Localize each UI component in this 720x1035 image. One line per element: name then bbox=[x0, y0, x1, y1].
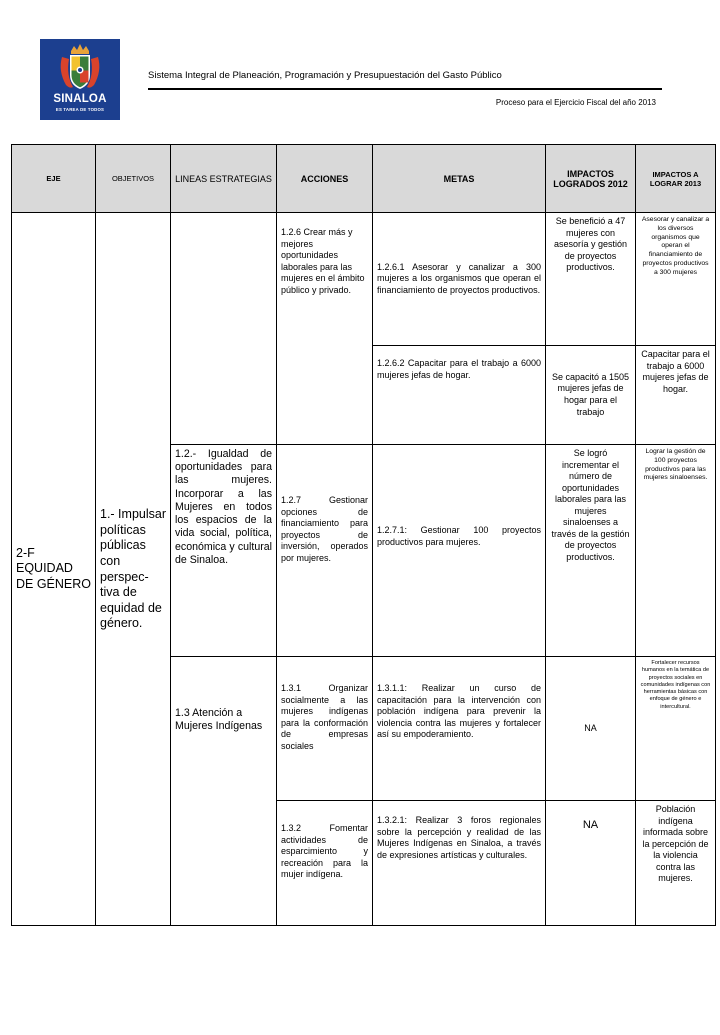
linea-1-3: 1.3 Atención a Mujeres Indígenas bbox=[171, 657, 277, 926]
sinaloa-logo bbox=[40, 39, 120, 120]
table-row bbox=[12, 213, 716, 346]
meta-1-2-6-1: 1.2.6.1 Asesorar y canalizar a 300 mujeres a los organismos que operan el financiamiento de proyectos productivos. bbox=[373, 213, 546, 346]
objetivo-cell: 1.- Impulsar políticas públicas con perspec-tiva de equidad de género. bbox=[96, 213, 171, 926]
logo-name: SINALOA bbox=[53, 93, 107, 105]
lograr-1-2-6-1: Asesorar y canalizar a los diversos organismos que operan el financiamiento de proyectos productivos a 300 mujeres bbox=[636, 213, 716, 346]
header-rule bbox=[148, 88, 662, 90]
lograr-1-3-2-1: Población indígena informada sobre la percepción de la violencia contra las mujeres. bbox=[636, 801, 716, 926]
lograr-1-3-1-1: Fortalecer recursos humanos en la temática de proyectos sociales en comunidades indígenas con herramientas básicas con enfoque de género e intercultural. bbox=[636, 657, 716, 801]
process-label: Proceso para el Ejercicio Fiscal del año 2013 bbox=[495, 98, 656, 107]
meta-1-3-2-1: 1.3.2.1: Realizar 3 foros regionales sobre la percepción y realidad de las Mujeres Indígenas en Sinaloa, a través de expresiones artísticas y culturales. bbox=[373, 801, 546, 926]
accion-1-3-1: 1.3.1 Organizar socialmente a las mujeres indígenas para la conformación de empresas sociales bbox=[277, 657, 373, 801]
logrado-1-3-1-1: NA bbox=[546, 657, 636, 801]
accion-1-3-2: 1.3.2 Fomentar actividades de esparcimiento y recreación para la mujer indígena. bbox=[277, 801, 373, 926]
logrado-1-2-7-1: Se logró incrementar el número de oportunidades laborales para las mujeres sinaloenses a través de la gestión de proyectos productivos. bbox=[546, 445, 636, 657]
lineas-empty-cell bbox=[171, 213, 277, 445]
header-acciones: ACCIONES bbox=[277, 145, 373, 213]
accion-1-2-7: 1.2.7 Gestionar opciones de financiamiento para proyectos de inversión, operados por mujeres. bbox=[277, 445, 373, 657]
header-lineas: LINEAS ESTRATEGIAS bbox=[171, 145, 277, 213]
header-objetivos: OBJETIVOS bbox=[96, 145, 171, 213]
logo-tagline: ES TAREA DE TODOS bbox=[55, 107, 105, 112]
header-impactos-logrados: IMPACTOS LOGRADOS 2012 bbox=[546, 145, 636, 213]
logrado-1-3-2-1: NA bbox=[546, 801, 636, 926]
planning-table bbox=[11, 144, 716, 926]
system-title: Sistema Integral de Planeación, Programación y Presupuestación del Gasto Público bbox=[148, 70, 502, 81]
accion-1-2-6: 1.2.6 Crear más y mejores oportunidades laborales para las mujeres en el ámbito público y privado. bbox=[277, 213, 373, 445]
logrado-1-2-6-1: Se benefició a 47 mujeres con asesoría y gestión de proyectos productivos. bbox=[546, 213, 636, 346]
meta-1-2-6-2: 1.2.6.2 Capacitar para el trabajo a 6000 mujeres jefas de hogar. bbox=[373, 346, 546, 445]
table-header-row bbox=[12, 145, 716, 213]
lograr-1-2-7-1: Lograr la gestión de 100 proyectos productivos para las mujeres sinaloenses. bbox=[636, 445, 716, 657]
logrado-1-2-6-2: Se capacitó a 1505 mujeres jefas de hogar para el trabajo bbox=[546, 346, 636, 445]
meta-1-2-7-1: 1.2.7.1: Gestionar 100 proyectos productivos para mujeres. bbox=[373, 445, 546, 657]
linea-1-2: 1.2.- Igualdad de oportunidades para las mujeres. Incorporar a las Mujeres en todos los espacios de la vida social, política, económica y cultural de Sinaloa. bbox=[171, 445, 277, 657]
meta-1-3-1-1: 1.3.1.1: Realizar un curso de capacitación para la intervención con población indígena para prevenir la violencia contra las mujeres y fortalecer así su empoderamiento. bbox=[373, 657, 546, 801]
header-impactos-lograr: IMPACTOS A LOGRAR 2013 bbox=[636, 145, 716, 213]
eje-cell: 2-F EQUIDAD DE GÉNERO bbox=[12, 213, 96, 926]
header-eje: EJE bbox=[12, 145, 96, 213]
lograr-1-2-6-2: Capacitar para el trabajo a 6000 mujeres jefas de hogar. bbox=[636, 346, 716, 445]
header-metas: METAS bbox=[373, 145, 546, 213]
